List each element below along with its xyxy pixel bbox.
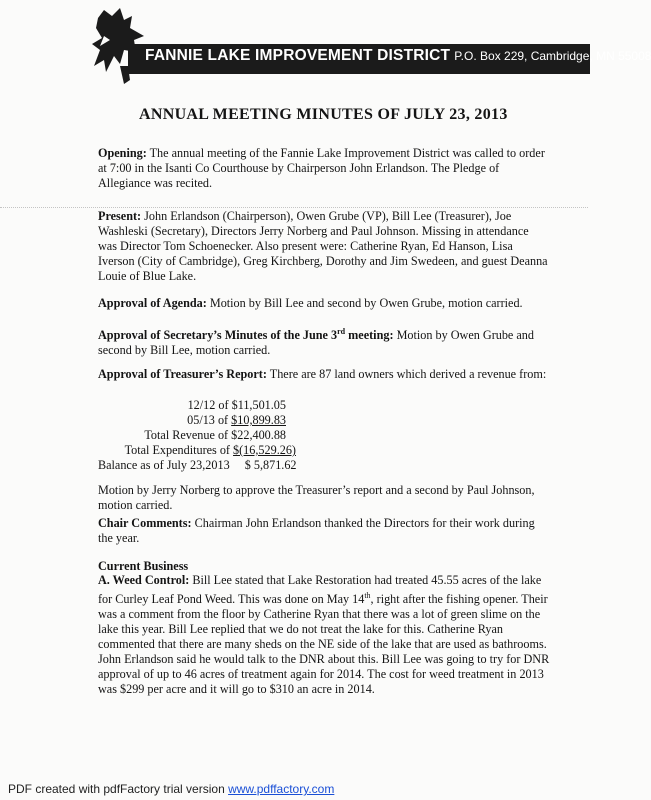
finance-amount: $11,501.05 <box>231 398 286 412</box>
weed-text <box>98 573 549 696</box>
finance-label: 12/12 of <box>187 398 229 412</box>
secretary-heading-pre: Approval of Secretary’s Minutes of the June 3 <box>98 328 338 343</box>
scan-line <box>0 207 588 208</box>
agenda-heading: Approval of Agenda: <box>98 296 207 310</box>
treasurer-motion: Motion by Jerry Norberg to approve the Treasurer’s report and a second by Paul Johnson, motion carried. <box>98 483 535 512</box>
weed-text-part-2: , right after the fishing opener. Their was a comment from the floor by Catherine Ryan that there was a lot of green slime on the lake this year. Bill Lee replied that we do not treat the lake for this. Catherine Ryan commented that there are many sheds on the NE side of the lake that are used as bathrooms. John Erlandson said he would talk to the DNR about this. Bill Lee was going to try for DNR approval of up to 46 acres of treatment again for 2014. The cost for weed treatment in 2013 was $299 per acre and it will go to $310 an acre in 2014. <box>98 592 550 697</box>
chair-text: Chairman John Erlandson thanked the Directors for their work during the year. <box>98 516 535 545</box>
finance-row-3 <box>144 428 286 443</box>
opening-text: The annual meeting of the Fannie Lake Improvement District was called to order at 7:00 in the Isanti Co Courthouse by Chairperson John Erlandson. The Pledge of Allegiance was recited. <box>98 146 545 190</box>
secretary-heading-sup: rd <box>337 327 346 336</box>
weed-text-sup: th <box>364 591 371 600</box>
finance-amount: $ 5,871.62 <box>244 458 297 472</box>
weed-text-part-1: Bill Lee stated that Lake Restoration had treated 45.55 acres of the lake for Curley Leaf Pond Weed. This was done on May 14 <box>98 573 542 607</box>
business-heading: Current Business <box>98 559 189 573</box>
secretary-heading-post: meeting: <box>345 328 394 343</box>
chair-paragraph <box>98 516 550 546</box>
finance-row-5 <box>98 458 297 473</box>
agenda-paragraph <box>98 296 550 311</box>
secretary-paragraph <box>98 324 550 358</box>
org-name: FANNIE LAKE IMPROVEMENT DISTRICT <box>145 47 451 64</box>
org-address: P.O. Box 229, Cambridge, MN 55008 <box>454 49 651 63</box>
finance-row-2 <box>187 413 286 428</box>
finance-row-4 <box>125 443 296 458</box>
finance-row-1 <box>188 398 286 413</box>
weed-control-paragraph <box>98 573 550 697</box>
finance-amount: $10,899.83 <box>231 413 286 427</box>
letterhead-text <box>145 47 651 65</box>
secretary-heading <box>98 328 394 342</box>
present-paragraph <box>98 209 550 284</box>
chair-heading: Chair Comments: <box>98 516 192 530</box>
page-title: ANNUAL MEETING MINUTES OF JULY 23, 2013 <box>139 106 508 123</box>
opening-paragraph <box>98 146 550 191</box>
treasurer-paragraph <box>98 367 550 382</box>
agenda-text: Motion by Bill Lee and second by Owen Grube, motion carried. <box>209 296 523 310</box>
treasurer-heading: Approval of Treasurer’s Report: <box>98 367 267 381</box>
finance-label: Total Expenditures of <box>124 443 230 457</box>
finance-label: Total Revenue of <box>144 428 229 442</box>
weed-heading: A. Weed Control: <box>98 573 190 587</box>
pdf-footer <box>8 782 334 796</box>
finance-label: Balance as of July 23,2013 <box>98 458 230 472</box>
opening-heading: Opening: <box>98 146 147 160</box>
finance-amount: $22,400.88 <box>231 428 286 442</box>
finance-label: 05/13 of <box>187 413 229 427</box>
treasurer-text: There are 87 land owners which derived a revenue from: <box>269 367 547 381</box>
present-text: John Erlandson (Chairperson), Owen Grube (VP), Bill Lee (Treasurer), Joe Washleski (Secretary), Directors Jerry Norberg and Paul Johnson. Missing in attendance was Director Tom Schoenecker. Also present were: Catherine Ryan, Ed Hanson, Lisa Iverson (City of Cambridge), Greg Kirchberg, Dorothy and Jim Swedeen, and guest Deanna Louie of Blue Lake. <box>98 209 548 283</box>
secretary-text: Motion by Owen Grube and second by Bill Lee, motion carried. <box>98 328 534 358</box>
footer-link[interactable]: www.pdffactory.com <box>228 782 335 796</box>
footer-text: PDF created with pdfFactory trial version <box>8 782 229 796</box>
present-heading: Present: <box>98 209 142 223</box>
finance-amount: $(16,529.26) <box>233 443 296 457</box>
